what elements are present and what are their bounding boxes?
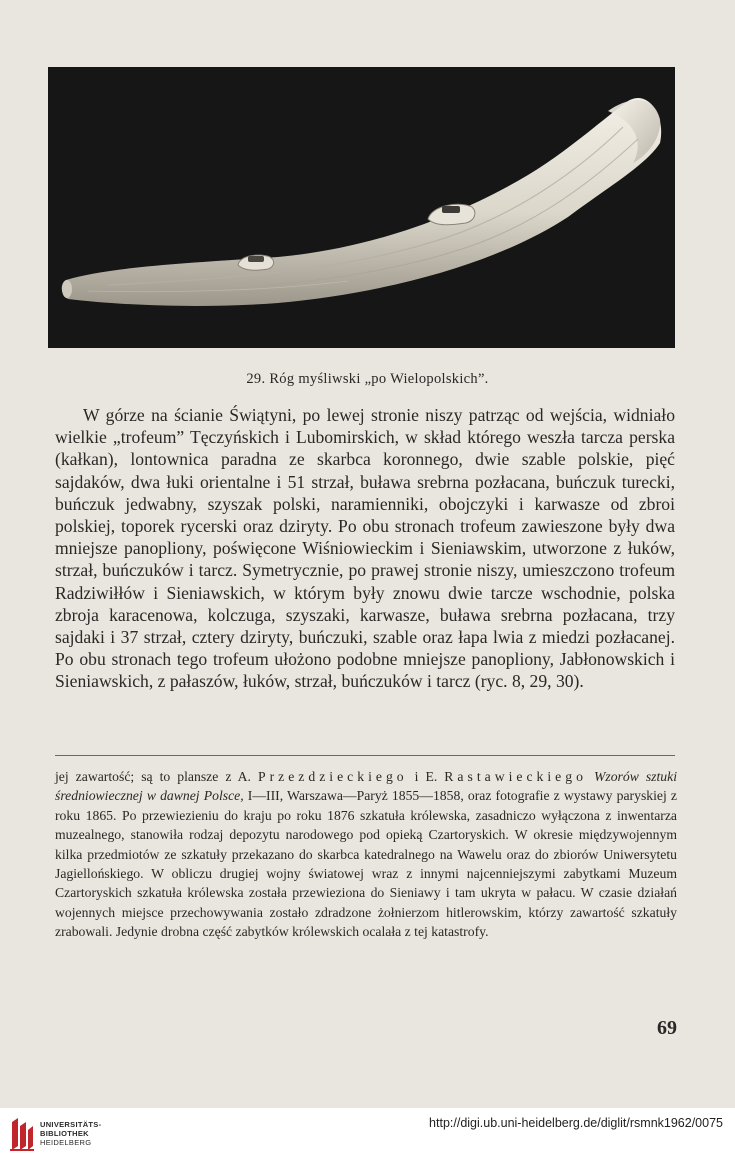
library-name — [40, 1120, 101, 1147]
hunting-horn-photo — [48, 67, 675, 348]
library-name-line2: BIBLIOTHEK — [40, 1129, 89, 1138]
main-paragraph: W górze na ścianie Świątyni, po lewej stronie niszy patrząc od wejścia, widniało wielkie „trofeum” Tęczyńskich i Lubomirskich, w skład którego weszła tarcza perska (kałkan), lontownica paradna ze skarbca koronnego, dwie szable polskie, pięć sajdaków, dwa łuki orientalne i 51 strzał, buława srebrna pozłacana, buńczuk turecki, buńczuk jedwabny, szyszak polski, naramienniki, obojczyki i karwasze od zbroi polskiej, toporek rycerski oraz dziryty. Po obu stronach trofeum zawieszone były dwa mniejsze panopliony, poświęcone Wiśniowieckim i Sieniawskim, utworzone z łuków, strzał, buńczuków i tarcz. Symetrycznie, po prawej stronie niszy, umieszczono trofeum Radziwiłłów i Sieniawskich, w którym były znowu dwie tarcze wschodnie, polska zbroja karacenowa, kolczuga, szyszaki, karwasze, buława srebrna pozłacana, trzy sajdaki i 37 strzał, cztery dziryty, buńczuki, szable oraz łapa lwia z miedzi pozłacanej. Po obu stronach tego trofeum ułożono podobne mniejsze panopliony, Jabłonowskich i Sieniawskich, z pałaszów, łuków, strzał, buńczuków i tarcz (ryc. 8, 29, 30). — [55, 405, 675, 692]
page-number: 69 — [657, 1017, 677, 1039]
footnote-divider — [55, 755, 675, 756]
source-url-link[interactable]: http://digi.ub.uni-heidelberg.de/diglit/rsmnk1962/0075 — [429, 1116, 723, 1130]
footnote-conjunction: i E. — [414, 769, 438, 784]
footnote-body: I—III, Warszawa—Paryż 1855—1858, oraz fotografie z wystawy paryskiej z roku 1865. Po przewiezieniu do kraju po roku 1876 szkatuła królewska, zasadniczo wyłączona z inwentarza muzealnego, stanowiła rodzaj depozytu narodowego pod opieką Czartoryskich. W okresie międzywojennym kilka przedmiotów ze szkatuły przekazano do skarbca katedralnego na Wawelu oraz do zbiorów Uniwersytetu Jagiellońskiego. W obliczu drugiej wojny światowej wraz z innymi najcenniejszymi zabytkami Muzeum Czartoryskich szkatuła królewska została przewieziona do Sieniawy i tam ukryta w pałacu. W czasie działań wojennych miejsce przechowywania zostało zdradzone żołnierzom hitlerowskim, którzy zawartość szkatuły zrabowali. Jedynie drobna część zabytków królewskich ocalała z tej katastrofy. — [55, 788, 678, 940]
library-name-line3: HEIDELBERG — [40, 1138, 92, 1147]
footnote-book-title: Wzorów sztuki średniowiecznej w dawnej Polsce, — [55, 769, 678, 804]
footnote — [55, 767, 677, 942]
footnote-intro: jej zawartość; są to plansze z A. — [55, 769, 251, 784]
university-library-logo — [8, 1116, 34, 1152]
figure-caption: 29. Róg myśliwski „po Wielopolskich”. — [246, 371, 489, 387]
footer-bar — [0, 1108, 735, 1161]
footnote-author-przezdziecki: Przezdzieckiego — [257, 769, 408, 784]
library-name-line1: UNIVERSITÄTS- — [40, 1120, 102, 1129]
footnote-author-rastawiecki: Rastawieckiego — [444, 769, 587, 784]
